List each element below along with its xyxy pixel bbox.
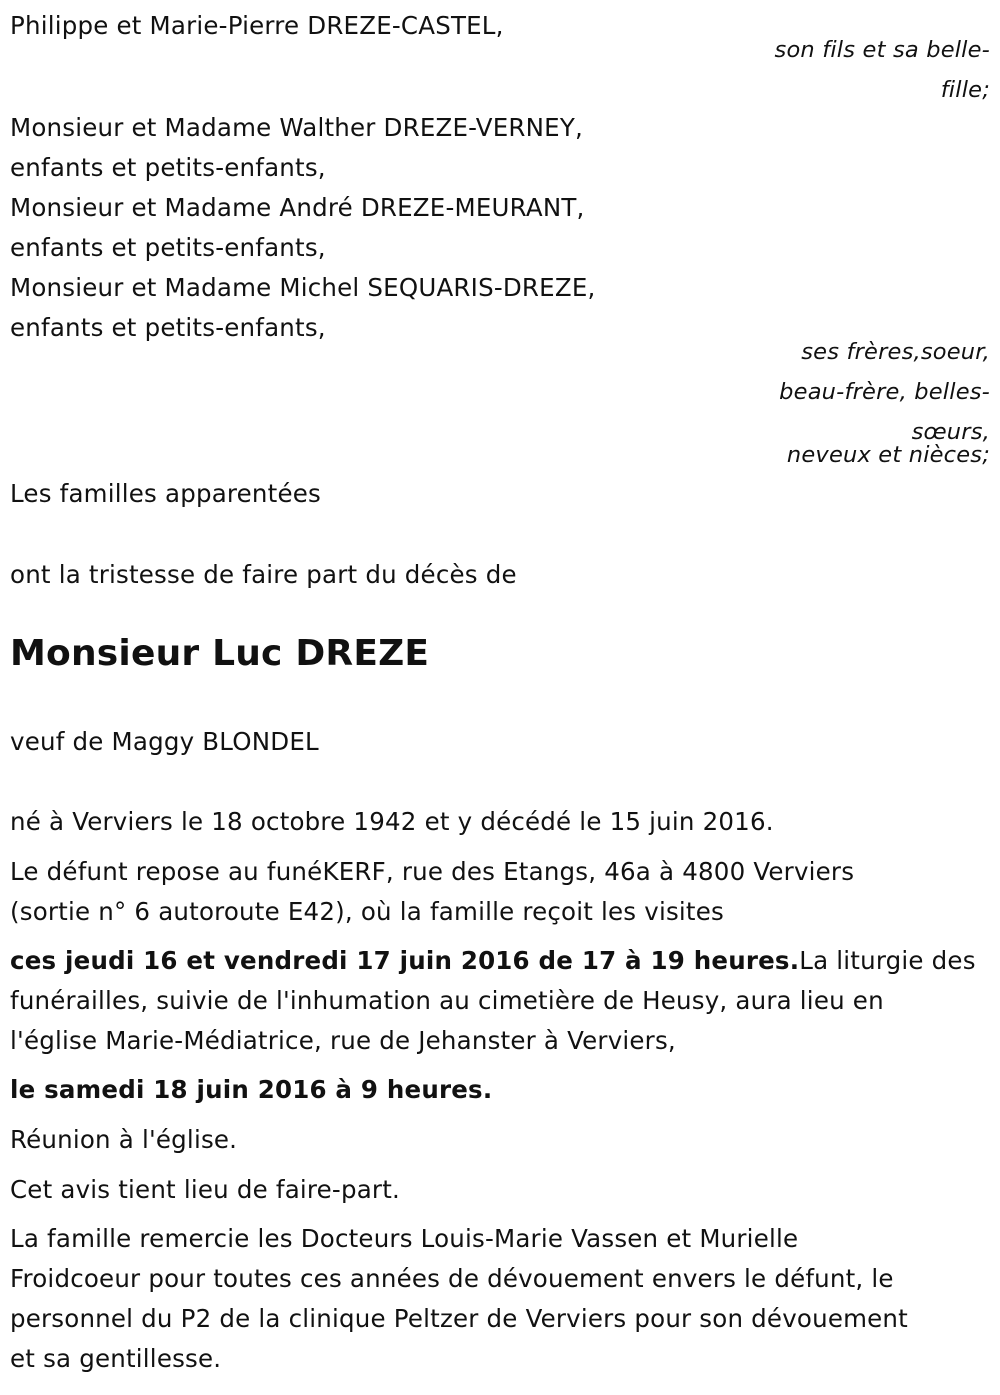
liturgy-line-2: funérailles, suivie de l'inhumation au cimetière de Heusy, aura lieu en xyxy=(10,986,884,1015)
reunion-line: Réunion à l'église. xyxy=(10,1125,238,1154)
deceased-name: Monsieur Luc DREZE xyxy=(10,633,430,674)
thanks-line-3: personnel du P2 de la clinique Peltzer de Verviers pour son dévouement xyxy=(10,1304,908,1333)
family-line-7: enfants et petits-enfants, xyxy=(10,313,326,342)
visits-line xyxy=(10,941,976,981)
family-line-8: Les familles apparentées xyxy=(10,479,321,508)
relation-siblings-3: sœurs, xyxy=(911,419,990,445)
widow-line: veuf de Maggy BLONDEL xyxy=(10,727,319,756)
thanks-line-1: La famille remercie les Docteurs Louis-Marie Vassen et Murielle xyxy=(10,1224,799,1253)
rest-line-1: Le défunt repose au funéKERF, rue des Etangs, 46a à 4800 Verviers xyxy=(10,857,855,886)
thanks-line-2: Froidcoeur pour toutes ces années de dévouement envers le défunt, le xyxy=(10,1264,894,1293)
visits-bold: ces jeudi 16 et vendredi 17 juin 2016 de 17 à 19 heures. xyxy=(10,946,800,975)
liturgy-start: La liturgie des xyxy=(799,946,976,975)
intro-text: ont la tristesse de faire part du décès de xyxy=(10,560,517,589)
relation-siblings-4: neveux et nièces; xyxy=(786,442,990,468)
relation-siblings-1: ses frères,soeur, xyxy=(801,339,990,365)
relation-son-2: fille; xyxy=(940,77,990,103)
thanks-line-4: et sa gentillesse. xyxy=(10,1344,222,1373)
relation-siblings-2: beau-frère, belles- xyxy=(779,379,990,405)
family-line-2: Monsieur et Madame Walther DREZE-VERNEY, xyxy=(10,113,584,142)
birth-death-line: né à Verviers le 18 octobre 1942 et y décédé le 15 juin 2016. xyxy=(10,807,774,836)
liturgy-line-3: l'église Marie-Médiatrice, rue de Jehanster à Verviers, xyxy=(10,1026,676,1055)
family-line-3: enfants et petits-enfants, xyxy=(10,153,326,182)
family-line-1: Philippe et Marie-Pierre DREZE-CASTEL, xyxy=(10,11,504,40)
family-line-6: Monsieur et Madame Michel SEQUARIS-DREZE, xyxy=(10,273,596,302)
notice-line: Cet avis tient lieu de faire-part. xyxy=(10,1175,400,1204)
family-line-4: Monsieur et Madame André DREZE-MEURANT, xyxy=(10,193,585,222)
rest-line-2: (sortie n° 6 autoroute E42), où la famille reçoit les visites xyxy=(10,897,724,926)
family-line-5: enfants et petits-enfants, xyxy=(10,233,326,262)
relation-son-1: son fils et sa belle- xyxy=(774,37,990,63)
funeral-date: le samedi 18 juin 2016 à 9 heures. xyxy=(10,1075,493,1104)
